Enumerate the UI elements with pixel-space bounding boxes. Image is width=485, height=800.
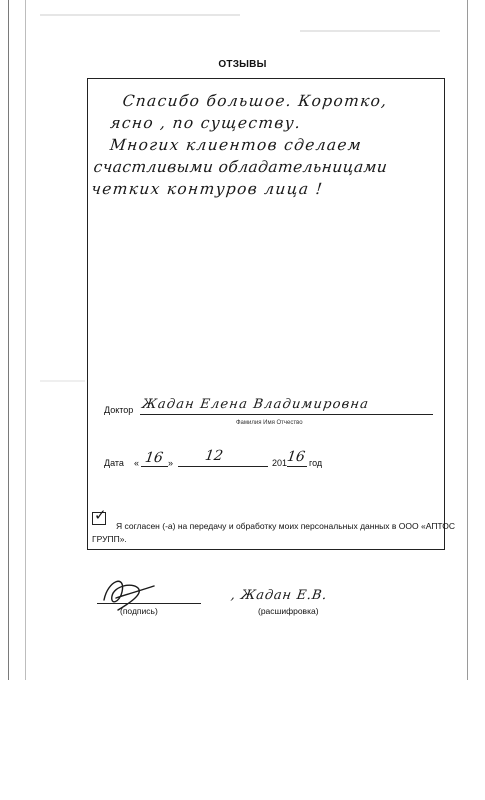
signature-caption: (подпись)	[120, 606, 158, 616]
date-year-suffix: 16	[285, 449, 306, 465]
scan-edge-right	[467, 0, 468, 680]
decoded-caption: (расшифровка)	[258, 606, 319, 616]
date-day: 16	[143, 450, 164, 466]
date-close-quote: »	[168, 458, 174, 468]
decoded-name: , Жадан Е.В.	[229, 588, 329, 603]
review-line: Спасибо большое. Коротко,	[121, 92, 389, 110]
review-line: ясно , по существу.	[109, 114, 303, 132]
bleed-through-mark	[40, 14, 240, 16]
consent-text: Я согласен (-а) на передачу и обработку моих персональных данных в ООО «АПТОС ГРУПП».	[92, 521, 455, 544]
date-year-underline	[287, 466, 307, 467]
scan-edge-left-inner	[25, 0, 26, 680]
date-year-prefix: 201	[272, 458, 288, 468]
review-line: четких контуров лица !	[90, 180, 325, 198]
page-title: ОТЗЫВЫ	[218, 59, 267, 70]
doctor-caption: Фамилия Имя Отчество	[236, 420, 303, 426]
check-mark-icon: ✓	[94, 506, 107, 524]
handwritten-review	[90, 90, 452, 200]
date-month: 12	[203, 448, 224, 464]
date-label: Дата	[104, 458, 124, 468]
date-month-underline	[178, 466, 268, 467]
review-line: Многих клиентов сделаем	[109, 136, 364, 154]
bleed-through-mark	[300, 30, 440, 32]
doctor-name: Жадан Елена Владимировна	[140, 397, 371, 412]
review-line: счастливыми обладательницами	[92, 158, 389, 176]
signature-underline	[97, 603, 201, 604]
date-open-quote: «	[134, 458, 140, 468]
date-year-word: год	[309, 458, 323, 468]
scan-edge-left	[8, 0, 9, 680]
doctor-label: Доктор	[104, 405, 134, 415]
doctor-underline	[140, 414, 433, 415]
date-day-underline	[141, 466, 168, 467]
bleed-through-mark	[40, 380, 85, 382]
